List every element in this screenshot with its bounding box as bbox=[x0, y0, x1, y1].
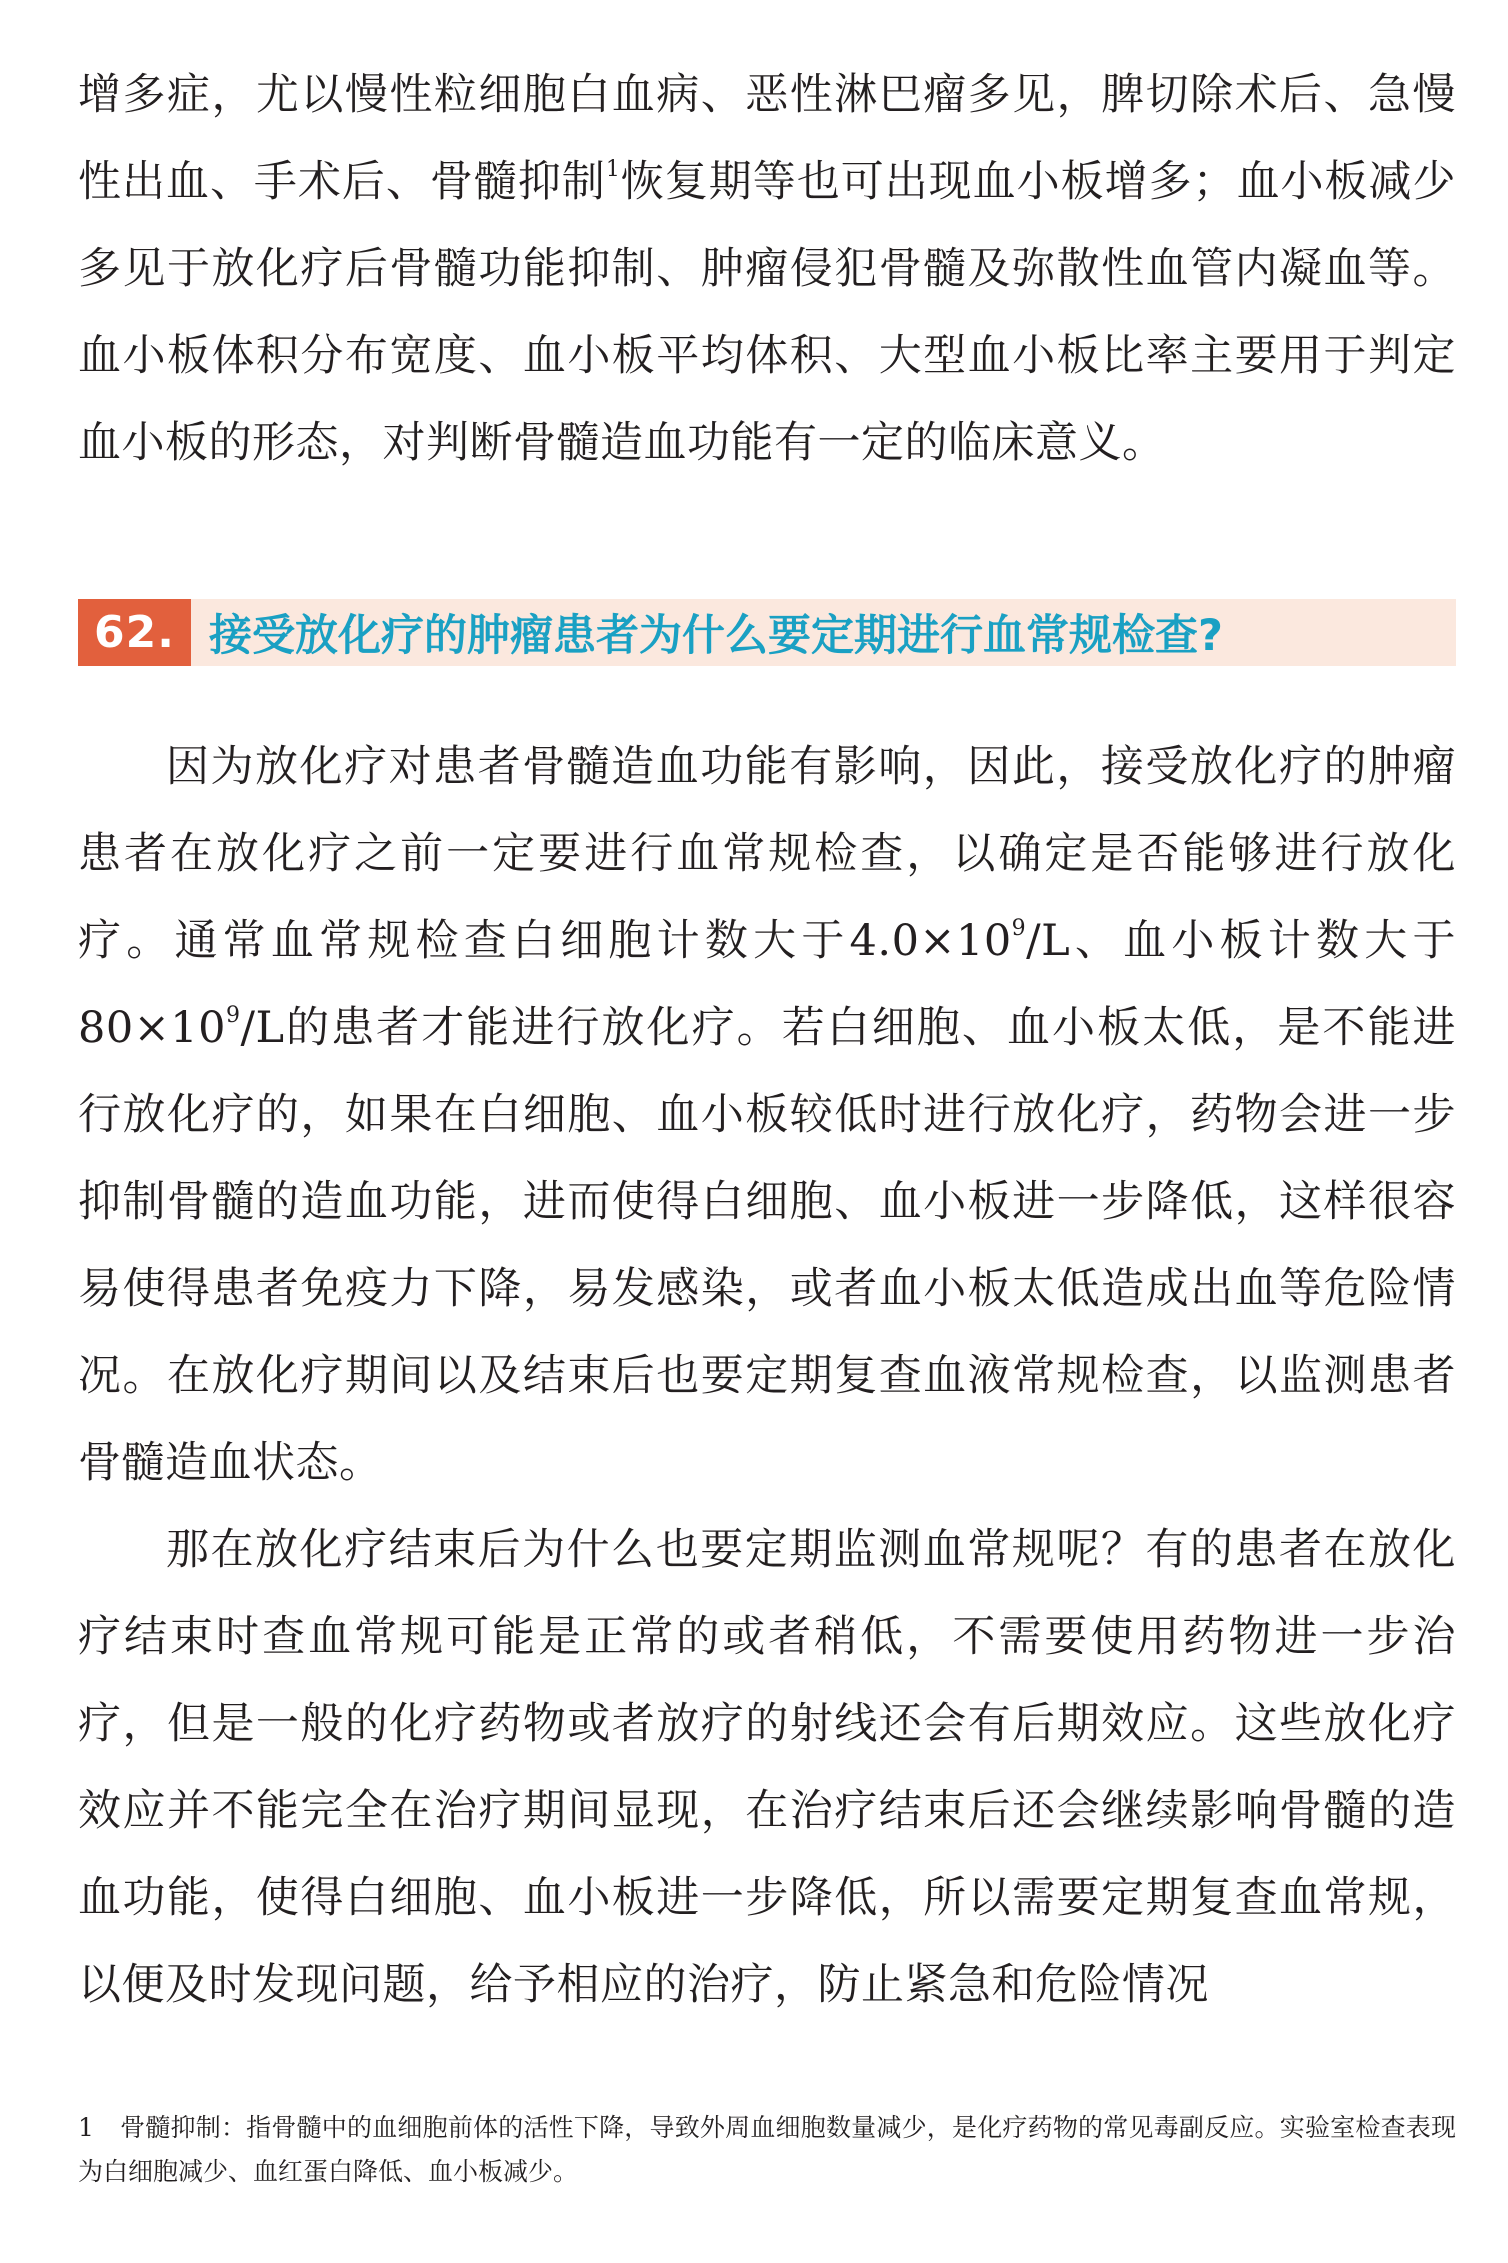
footnote-number: 1 bbox=[78, 2113, 94, 2142]
question-number: 62. bbox=[78, 599, 191, 666]
intro-paragraph bbox=[78, 52, 1456, 487]
answer-p1-text-b: /L、血小板计数大于80×10 bbox=[78, 916, 1456, 1053]
answer-p1-text-c: /L的患者才能进行放化疗。若白细胞、血小板太低，是不能进行放化疗的，如果在白细胞、血小板较低时进行放化疗，药物会进一步抑制骨髓的造血功能，进而使得白细胞、血小板进一步降低，这样很容易使得患者免疫力下降，易发感染，或者血小板太低造成出血等危险情况。在放化疗期间以及结束后也要定期复查血液常规检查，以监测患者骨髓造血状态。 bbox=[78, 1003, 1456, 1488]
intro-text-2: 恢复期等也可出现血小板增多；血小板减少多见于放化疗后骨髓功能抑制、肿瘤侵犯骨髓及弥散性血管内凝血等。血小板体积分布宽度、血小板平均体积、大型血小板比率主要用于判定血小板的形态，对判断骨髓造血功能有一定的临床意义。 bbox=[78, 157, 1457, 468]
answer-paragraph-1 bbox=[78, 724, 1456, 1507]
page-content bbox=[78, 52, 1456, 2029]
footnote-text: 骨髓抑制：指骨髓中的血细胞前体的活性下降，导致外周血细胞数量减少，是化疗药物的常见毒副反应。实验室检查表现为白细胞减少、血红蛋白降低、血小板减少。 bbox=[78, 2113, 1456, 2186]
question-header bbox=[78, 599, 1456, 666]
exponent-1: 9 bbox=[1011, 916, 1027, 941]
intro-text-1: 增多症，尤以慢性粒细胞白血病、恶性淋巴瘤多见，脾切除术后、急慢性出血、手术后、骨髓抑制 bbox=[78, 70, 1456, 207]
answer-p1-text-a: 因为放化疗对患者骨髓造血功能有影响，因此，接受放化疗的肿瘤患者在放化疗之前一定要进行血常规检查，以确定是否能够进行放化疗。通常血常规检查白细胞计数大于4.0×10 bbox=[78, 742, 1456, 966]
question-title: 接受放化疗的肿瘤患者为什么要定期进行血常规检查? bbox=[191, 599, 1456, 666]
footnote bbox=[78, 2106, 1456, 2194]
answer-paragraph-2: 那在放化疗结束后为什么也要定期监测血常规呢？有的患者在放化疗结束时查血常规可能是正常的或者稍低，不需要使用药物进一步治疗，但是一般的化疗药物或者放疗的射线还会有后期效应。这些放化疗效应并不能完全在治疗期间显现，在治疗结束后还会继续影响骨髓的造血功能，使得白细胞、血小板进一步降低，所以需要定期复查血常规，以便及时发现问题，给予相应的治疗，防止紧急和危险情况 bbox=[78, 1525, 1456, 2010]
exponent-2: 9 bbox=[225, 1003, 241, 1028]
footnote-ref[interactable]: 1 bbox=[605, 157, 621, 182]
